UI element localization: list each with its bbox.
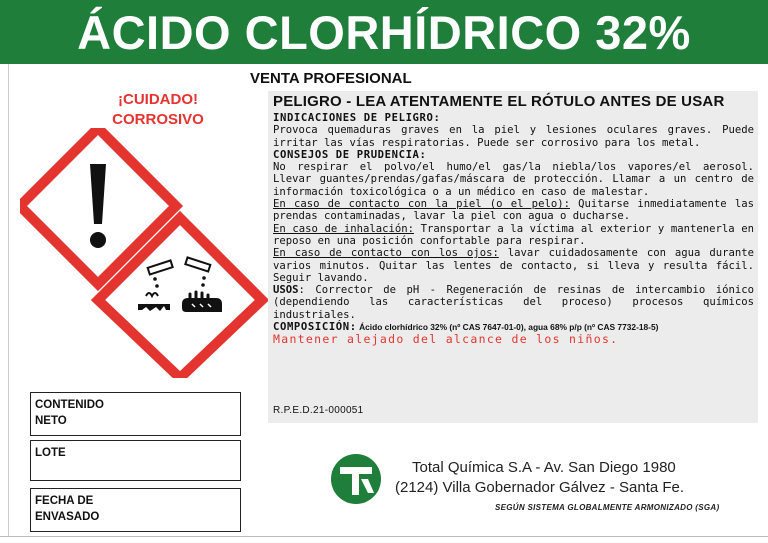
inhalation-body: Transportar a la víctima al exterior y mantenerla en reposo en una posición confortable para respirar.: [273, 222, 754, 247]
uses-body: : Corrector de pH - Regeneración de resinas de intercambio iónico (dependiendo las características del proceso) procesos químicos industriales.: [273, 284, 754, 321]
eye-contact-label: En caso de contacto con los ojos:: [273, 247, 499, 260]
uses-label: USOS: [273, 284, 299, 297]
signal-word: [98, 90, 218, 130]
sale-type-label: VENTA PROFESIONAL: [250, 70, 412, 87]
precaution-text: No respirar el polvo/el humo/el gas/la niebla/los vapores/el aerosol. Llevar guantes/prendas/gafas/máscara de protección. Llamar a un centro de información toxicológica o a un médico en caso de malestar.: [273, 161, 754, 198]
registration-number: R.P.E.D.21-000051: [273, 405, 364, 416]
net-content-label-line2: NETO: [35, 415, 67, 427]
net-content-label-line1: CONTENIDO: [35, 399, 104, 411]
eye-contact-body: lavar cuidadosamente con agua durante varios minutos. Quitar las lentes de contacto, si lleva y resulta fácil. Seguir lavando.: [273, 247, 754, 284]
lot-field: [30, 440, 241, 481]
company-address-line2: (2124) Villa Gobernador Gálvez - Santa Fe.: [395, 479, 685, 496]
signal-word-line1: ¡CUIDADO!: [118, 91, 198, 108]
uses-text: [273, 284, 754, 321]
panel-title: PELIGRO - LEA ATENTAMENTE EL RÓTULO ANTES DE USAR: [273, 93, 725, 110]
skin-contact-body: Quitarse inmediatamente las prendas contaminadas, lavar la piel con agua o ducharse.: [273, 198, 754, 223]
packaging-date-label-line2: ENVASADO: [35, 511, 100, 523]
inhalation-text: [273, 223, 754, 248]
eye-contact-text: [273, 247, 754, 284]
hazard-heading: INDICACIONES DE PELIGRO:: [273, 112, 441, 124]
inhalation-label: En caso de inhalación:: [273, 222, 414, 235]
skin-contact-label: En caso de contacto con la piel (o el pelo):: [273, 198, 570, 211]
precaution-heading: CONSEJOS DE PRUDENCIA:: [273, 148, 427, 161]
product-title: ÁCIDO CLORHÍDRICO 32%: [77, 6, 691, 59]
ghs-pictograms: [20, 128, 270, 378]
lot-label: LOTE: [35, 447, 66, 459]
hazard-text: Provoca quemaduras graves en la piel y lesiones oculares graves. Puede irritar las vías respiratorias. Puede ser corrosivo para los metal.: [273, 124, 754, 149]
signal-word-line2: CORROSIVO: [112, 111, 204, 128]
bottom-divider: [0, 536, 768, 537]
sga-note: SEGÚN SISTEMA GLOBALMENTE ARMONIZADO (SGA): [495, 503, 720, 512]
hazard-info-panel: [268, 91, 758, 423]
panel-body: [273, 112, 754, 346]
composition-body: Ácido clorhídrico 32% (nº CAS 7647-01-0), agua 68% p/p (nº CAS 7732-18-5): [356, 322, 659, 333]
net-content-field: [30, 392, 241, 436]
composition-label: COMPOSICIÓN:: [273, 321, 357, 334]
packaging-date-label-line1: FECHA DE: [35, 495, 94, 507]
keep-away-warning: Mantener alejado del alcance de los niños.: [273, 332, 619, 347]
total-quimica-logo: [330, 453, 382, 505]
packaging-date-field: [30, 488, 241, 532]
company-address-line1: Total Química S.A - Av. San Diego 1980: [412, 459, 676, 476]
skin-contact-text: [273, 198, 754, 223]
left-divider: [8, 64, 9, 536]
